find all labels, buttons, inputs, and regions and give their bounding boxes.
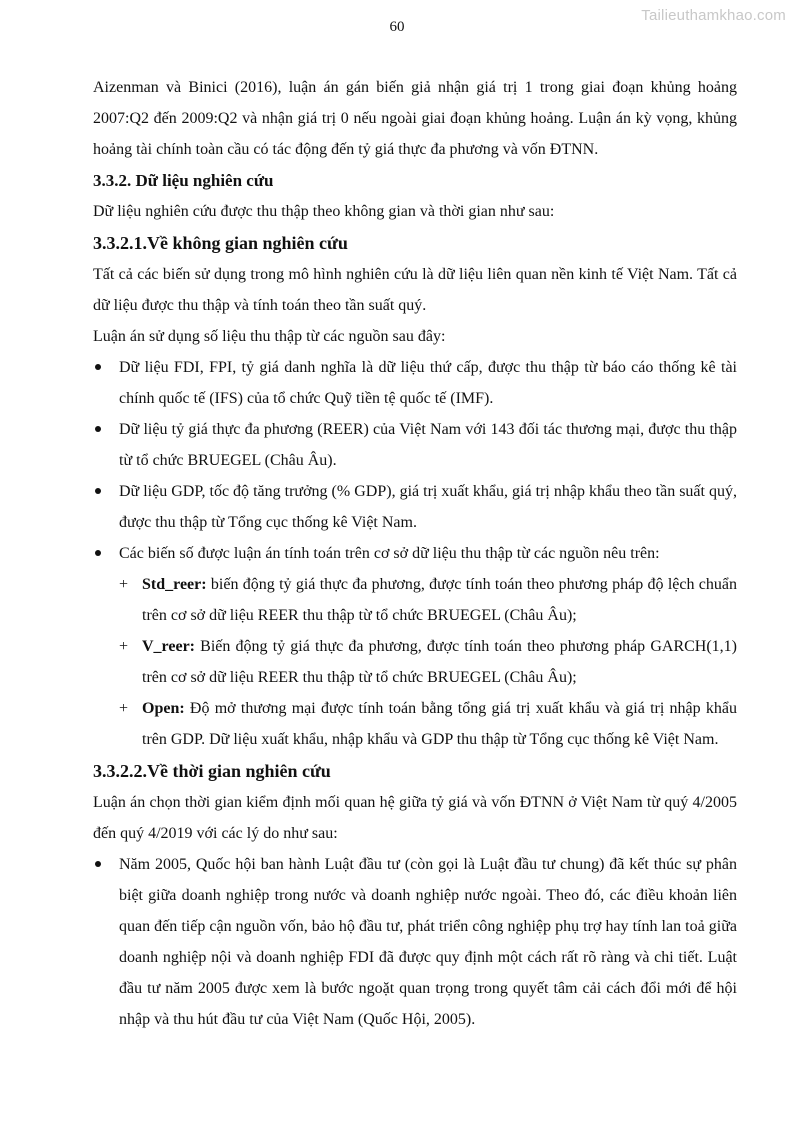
sub-list-item (119, 569, 737, 631)
plus-icon: + (119, 700, 129, 717)
list-item-text: Dữ liệu FDI, FPI, tỷ giá danh nghĩa là dữ liệu thứ cấp, được thu thập từ báo cáo thống kê tài chính quốc tế (IFS) của tổ chức Quỹ tiền tệ quốc tế (IMF). (119, 359, 737, 407)
list-item-text: Dữ liệu GDP, tốc độ tăng trưởng (% GDP), giá trị xuất khẩu, giá trị nhập khẩu theo tần suất quý, được thu thập từ Tổng cục thống kê Việt Nam. (119, 483, 737, 531)
list-item (93, 538, 737, 569)
intro-paragraph: Aizenman và Binici (2016), luận án gán biến giả nhận giá trị 1 trong giai đoạn khủng hoảng 2007:Q2 đến 2009:Q2 và nhận giá trị 0 nếu ngoài giai đoạn khủng hoảng. Luận án kỳ vọng, khủng hoảng tài chính toàn cầu có tác động đến tỷ giá thực đa phương và vốn ĐTNN. (93, 79, 737, 158)
list-item (93, 352, 737, 414)
data-source-list (93, 352, 737, 569)
bullet-icon (95, 426, 101, 432)
variable-description: Độ mở thương mại được tính toán bằng tổng giá trị xuất khẩu và giá trị nhập khẩu trên GDP. Dữ liệu xuất khẩu, nhập khẩu và GDP thu thập từ Tổng cục thống kê Việt Nam. (142, 700, 737, 748)
section-3-3-2-1-para2: Luận án sử dụng số liệu thu thập từ các nguồn sau đây: (93, 328, 446, 345)
variable-term: V_reer: (142, 638, 195, 655)
variable-term: Open: (142, 700, 185, 717)
section-3-3-2-text: Dữ liệu nghiên cứu được thu thập theo không gian và thời gian như sau: (93, 203, 555, 220)
sub-list-item (119, 693, 737, 755)
section-3-3-2-1-para1: Tất cả các biến sử dụng trong mô hình nghiên cứu là dữ liệu liên quan nền kinh tế Việt Nam. Tất cả dữ liệu được thu thập và tính toán theo tần suất quý. (93, 266, 737, 314)
plus-icon: + (119, 638, 129, 655)
section-heading-3-3-2-1: 3.3.2.1.Về không gian nghiên cứu (93, 233, 348, 253)
variable-description: Biến động tỷ giá thực đa phương, được tính toán theo phương pháp GARCH(1,1) trên cơ sở dữ liệu REER thu thập từ tổ chức BRUEGEL (Châu Âu); (142, 638, 737, 686)
watermark: Tailieuthamkhao.com (641, 7, 786, 24)
bullet-icon (95, 861, 101, 867)
list-item-text: Các biến số được luận án tính toán trên cơ sở dữ liệu thu thập từ các nguồn nêu trên: (119, 545, 660, 562)
bullet-icon (95, 488, 101, 494)
section-heading-3-3-2: 3.3.2. Dữ liệu nghiên cứu (93, 171, 274, 190)
section-heading-3-3-2-2: 3.3.2.2.Về thời gian nghiên cứu (93, 761, 331, 781)
page-number: 60 (389, 19, 405, 35)
list-item (93, 476, 737, 538)
section-3-3-2-2-para1: Luận án chọn thời gian kiểm định mối quan hệ giữa tỷ giá và vốn ĐTNN ở Việt Nam từ quý 4/2005 đến quý 4/2019 với các lý do như sau: (93, 794, 737, 842)
variable-description: biến động tỷ giá thực đa phương, được tính toán theo phương pháp độ lệch chuẩn trên cơ sở dữ liệu REER thu thập từ tổ chức BRUEGEL (Châu Âu); (142, 576, 737, 624)
page-content (93, 72, 737, 1035)
bullet-icon (95, 364, 101, 370)
sub-list-item (119, 631, 737, 693)
computed-variables-list (93, 569, 737, 755)
list-item (93, 414, 737, 476)
list-item (93, 849, 737, 1035)
time-period-reasons-list (93, 849, 737, 1035)
list-item-text: Năm 2005, Quốc hội ban hành Luật đầu tư (còn gọi là Luật đầu tư chung) đã kết thúc sự phân biệt giữa doanh nghiệp trong nước và doanh nghiệp nước ngoài. Theo đó, các điều khoản liên quan đến tiếp cận nguồn vốn, bảo hộ đầu tư, phát triển công nghiệp phụ trợ hay tính lan toả giữa doanh nghiệp nội và doanh nghiệp FDI đã được quy định một cách rất rõ ràng và chi tiết. Luật đầu tư năm 2005 được xem là bước ngoặt quan trọng trong quyết tâm cải cách đổi mới để hội nhập và thu hút đầu tư của Việt Nam (Quốc Hội, 2005). (119, 856, 737, 1028)
list-item-text: Dữ liệu tỷ giá thực đa phương (REER) của Việt Nam với 143 đối tác thương mại, được thu thập từ tổ chức BRUEGEL (Châu Âu). (119, 421, 737, 469)
variable-term: Std_reer: (142, 576, 207, 593)
plus-icon: + (119, 576, 129, 593)
bullet-icon (95, 550, 101, 556)
